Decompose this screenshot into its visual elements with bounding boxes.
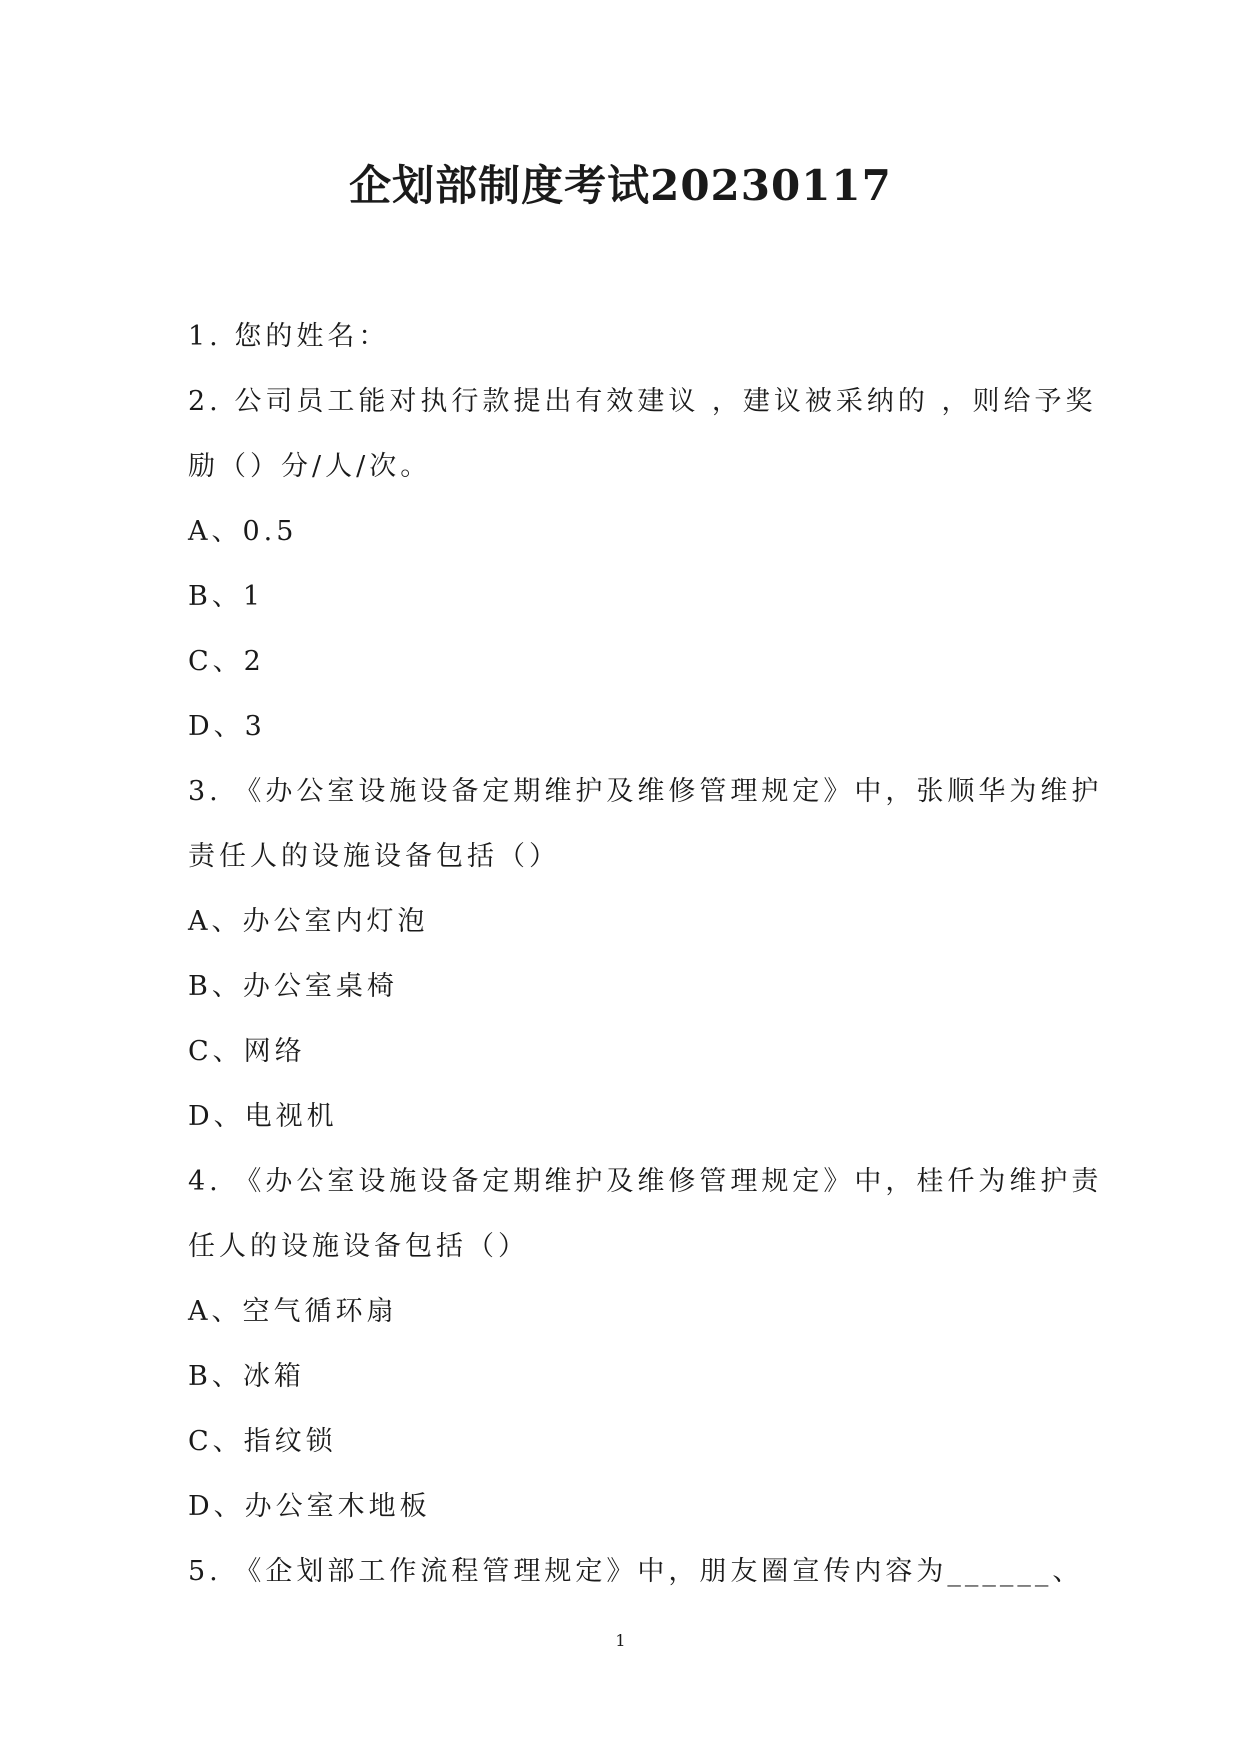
question-2-option-c: C、2	[188, 646, 265, 677]
document-body	[188, 304, 1103, 1604]
question-4-option-c: C、指纹锁	[188, 1426, 337, 1457]
question-2-option-a: A、0.5	[188, 516, 298, 547]
question-2-text-cont: 励（）分/人/次。	[188, 451, 432, 482]
question-4-text: 4. 《办公室设施设备定期维护及维修管理规定》中，桂仟为维护责	[188, 1166, 1103, 1197]
question-2-option-b: B、1	[188, 581, 265, 612]
question-3-option-c: C、网络	[188, 1036, 306, 1067]
question-3-option-a: A、办公室内灯泡	[188, 906, 429, 937]
question-2-text: 2. 公司员工能对执行款提出有效建议 ，建议被采纳的 ，则给予奖	[188, 386, 1097, 417]
question-3-text-cont: 责任人的设施设备包括（）	[188, 841, 560, 872]
page-title: 企划部制度考试20230117	[349, 161, 892, 210]
question-2-option-d: D、3	[188, 711, 266, 742]
question-4-option-b: B、冰箱	[188, 1361, 305, 1392]
question-3-option-b: B、办公室桌椅	[188, 971, 398, 1002]
question-4-option-d: D、办公室木地板	[188, 1491, 431, 1522]
question-4-option-a: A、空气循环扇	[188, 1296, 398, 1327]
question-5-text: 5. 《企划部工作流程管理规定》中，朋友圈宣传内容为______、	[188, 1556, 1084, 1587]
question-3-text: 3. 《办公室设施设备定期维护及维修管理规定》中，张顺华为维护	[188, 776, 1103, 807]
page-number: 1	[615, 1631, 626, 1650]
question-1-text: 1. 您的姓名：	[188, 321, 390, 352]
question-4-text-cont: 任人的设施设备包括（）	[188, 1231, 529, 1262]
question-3-option-d: D、电视机	[188, 1101, 338, 1132]
